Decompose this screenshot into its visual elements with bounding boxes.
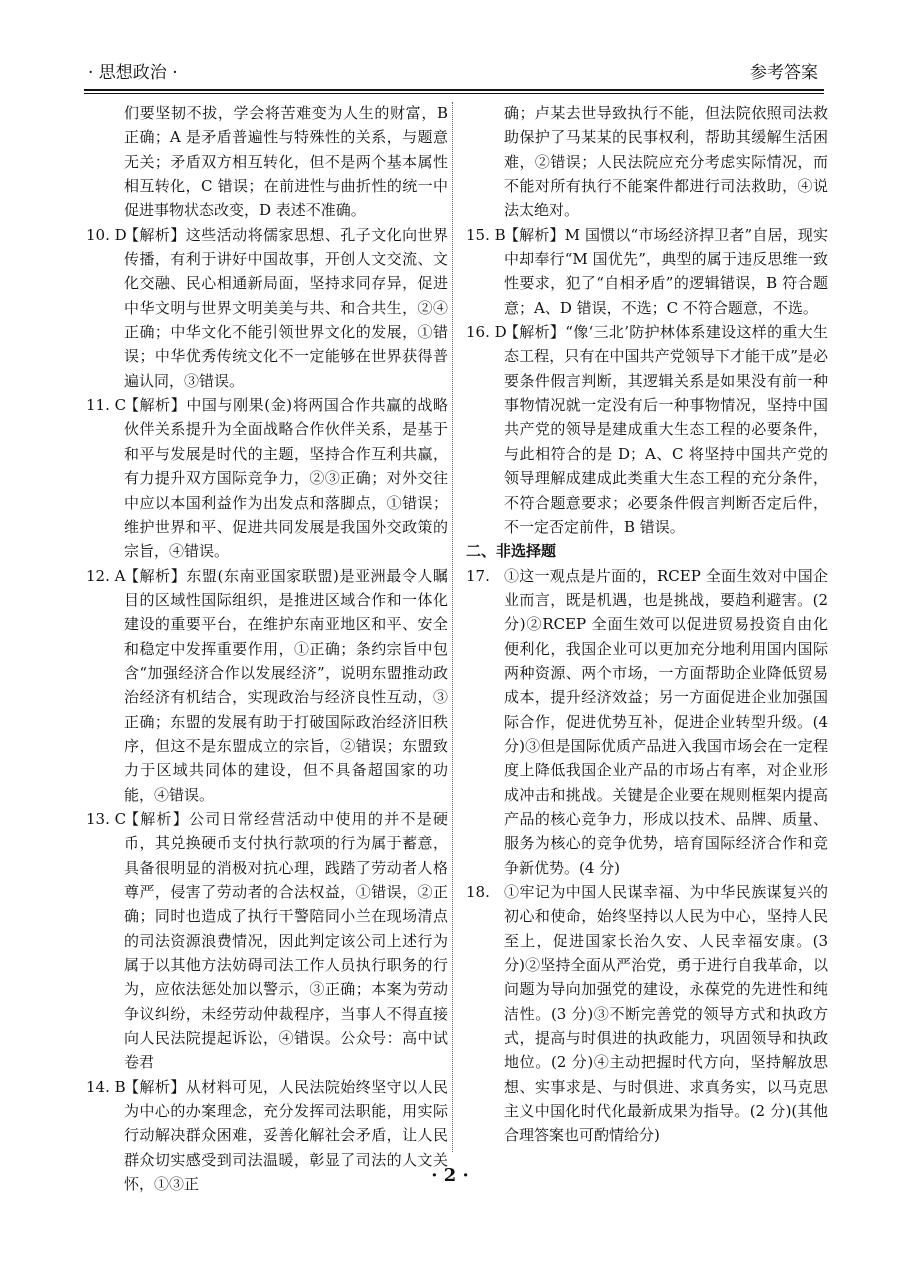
answer-continuation — [466, 101, 828, 223]
answer-text: 【解析】M 国惯以“市场经济捍卫者”自居，现实中却奉行“M 国优先”，典型的属于违反思维一致性要求，犯了“自相矛盾”的逻辑错误，B 符合题意；A、D 错误，不选；C 不符合题意，不选。 — [504, 225, 828, 317]
answer-key-label: 参考答案 — [750, 62, 818, 83]
answer-item — [86, 223, 448, 393]
answer-item — [466, 564, 828, 880]
answer-number: 14. B — [86, 1077, 126, 1096]
answer-number: 12. A — [86, 566, 126, 585]
answer-number: 16. D — [466, 323, 507, 342]
answer-item — [466, 320, 828, 539]
answer-item — [86, 564, 448, 807]
answer-item — [86, 807, 448, 1075]
right-column — [466, 101, 828, 1148]
column-divider — [452, 102, 453, 1152]
answer-text: 们要坚韧不拔，学会将苦难变为人生的财富，B 正确；A 是矛盾普遍性与特殊性的关系，与题意无关；矛盾双方相互转化，但不是两个基本属性相互转化，C 错误；在前进性与曲折性的统一中促进事物状态改变，D 表述不准确。 — [124, 104, 448, 220]
answer-item — [466, 223, 828, 320]
subject-label: · 思想政治 · — [88, 62, 178, 83]
answer-number: 10. D — [86, 225, 127, 244]
answer-number: 15. B — [466, 225, 506, 244]
answer-text: 【解析】中国与刚果(金)将两国合作共赢的战略伙伴关系提升为全面战略合作伙伴关系，是基于和平与发展是时代的主题，坚持合作互利共赢，有力提升双方国际竞争力，②③正确；对外交往中应以本国利益作为出发点和落脚点，①错误；维护世界和平、促进共同发展是我国外交政策的宗旨，④错误。 — [124, 396, 448, 561]
answer-number: 13. C — [86, 809, 127, 828]
answer-number: 17. — [466, 566, 490, 585]
answer-text: ①牢记为中国人民谋幸福、为中华民族谋复兴的初心和使命，始终坚持以人民为中心，坚持人民至上，促进国家长治久安、人民幸福安康。(3 分)②坚持全面从严治党，勇于进行自我革命，以问题为导向加强党的建设，永葆党的先进性和纯洁性。(3 分)③不断完善党的领导方式和执政方式，提高与时俱进的执政能力，巩固领导和执政地位。(2 分)④主动把握时代方向，坚持解放思想、实事求是、与时俱进、求真务实，以马克思主义中国化时代化最新成果为指导。(2 分)(其他合理答案也可酌情给分) — [504, 883, 828, 1145]
section-title: 二、非选择题 — [466, 542, 557, 561]
answer-text: 【解析】从材料可见，人民法院始终坚守以人民为中心的办案理念，充分发挥司法职能，用实际行动解决群众困难，妥善化解社会矛盾，让人民群众切实感受到司法温暖，彰显了司法的人文关怀，①③正 — [124, 1077, 448, 1194]
page-number: · 2 · — [431, 1165, 469, 1186]
answer-item — [466, 880, 828, 1148]
page-header — [88, 58, 818, 82]
answer-text: ①这一观点是片面的，RCEP 全面生效对中国企业而言，既是机遇，也是挑战，要趋利避害。(2 分)②RCEP 全面生效可以促进贸易投资自由化便利化，我国企业可以更加充分地利用国内国际两种资源、两个市场，一方面帮助企业降低贸易成本，提升经济效益；另一方面促进企业加强国际合作，促进优势互补，促进企业转型升级。(4 分)③但是国际优质产品进入我国市场会在一定程度上降低我国企业产品的市场占有率，对企业形成冲击和挑战。关键是企业要在规则框架内提高产品的核心竞争力，形成以技术、品牌、质量、服务为核心的竞争优势，培育国际经济合作和竞争新优势。(4 分) — [504, 566, 828, 877]
header-rule-thick — [84, 89, 824, 91]
answer-text: 确；卢某去世导致执行不能，但法院依照司法救助保护了马某某的民事权利，帮助其缓解生活困难，②错误；人民法院应充分考虑实际情况，而不能对所有执行不能案件都进行司法救助，④说法太绝对。 — [504, 104, 828, 220]
answer-item — [86, 393, 448, 563]
header-rule-thin — [84, 93, 824, 94]
answer-text: 【解析】这些活动将儒家思想、孔子文化向世界传播，有利于讲好中国故事，开创人文交流、文化交融、民心相通新局面，坚持求同存异，促进中华文明与世界文明美美与共、和合共生，②④正确；中华文化不能引领世界文化的发展，①错误；中华优秀传统文化不一定能够在世界获得普遍认同，③错误。 — [124, 225, 448, 390]
answer-continuation — [86, 101, 448, 223]
answer-number: 11. C — [86, 396, 127, 415]
left-column — [86, 101, 448, 1196]
answer-text: 【解析】公司日常经营活动中使用的并不是硬币，其兑换硬币支付执行款项的行为属于蓄意，具备很明显的消极对抗心理，践踏了劳动者人格尊严，侵害了劳动者的合法权益，①错误，②正确；同时也造成了执行干警陪同小兰在现场清点的司法资源浪费情况，因此判定该公司上述行为属于以其他方法妨碍司法工作人员执行职务的行为，应依法惩处加以警示，③正确；本案为劳动争议纠纷，未经劳动仲裁程序，当事人不得直接向人民法院提起诉讼，④错误。公众号：高中试卷君 — [124, 809, 448, 1072]
answer-number: 18. — [466, 883, 490, 901]
answer-text: 【解析】“像‘三北’防护林体系建设这样的重大生态工程，只有在中国共产党领导下才能干成”是必要条件假言判断，其逻辑关系是如果没有前一种事物情况就一定没有后一种事物情况，坚持中国共产党的领导是建成重大生态工程的必要条件，与此相符合的是 D；A、C 将坚持中国共产党的领导理解成建成此类重大生态工程的充分条件，不符合题意要求；必要条件假言判断否定后件，不一定否定前件，B 错误。 — [504, 323, 828, 536]
answer-text: 【解析】东盟(东南亚国家联盟)是亚洲最令人瞩目的区域性国际组织，是推进区域合作和一体化建设的重要平台，在维护东南亚地区和平、安全和稳定中发挥重要作用，①正确；条约宗旨中包含“加强经济合作以发展经济”，说明东盟推动政治经济有机结合，实现政治与经济良性互动，③正确；东盟的发展有助于打破国际政治经济旧秩序，但这不是东盟成立的宗旨，②错误；东盟致力于区域共同体的建设，但不具备超国家的功能，④错误。 — [124, 566, 448, 804]
